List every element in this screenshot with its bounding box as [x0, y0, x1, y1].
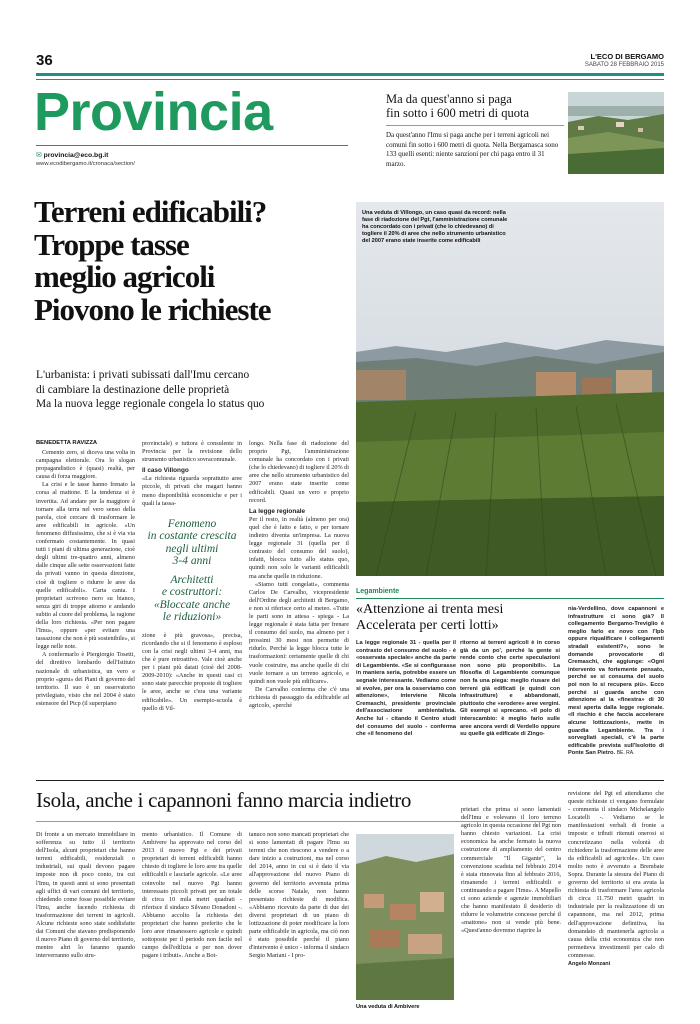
pull-line: Architetti [170, 573, 214, 586]
paragraph: A confermarlo è Piergiorgio Tosetti, del direttivo lombardo dell'Istituto nazionale di urbanistica, un vero e proprio «guru» dei Piani di governo del territorio. Il suo è un osservatorio privilegiato, visto che nel 2004 è stato estensore del Ptcp (il superpiano [36, 651, 135, 707]
isola-column-4: prietari che prima si sono lamentati dell'Imu e volevano il loro terreno agricolo in questa occasione del Pgt non hanno chiesto variazioni. La crisi economica ha anche fermato la nuova costruzione di ampliamento del centro commerciale "Il Gigante", la convenzione scaduta nel febbraio 2014 è stata rinnovata fino al febbraio 2016, rimanendo i terreni edificabili e continuando a pagare l'Imu». A Mapello ci sono aziende e agenzie immobiliari che hanno manifestato il desiderio di ridurre le volumetrie concesse perché il «mattone» non si vende più bene. «Quest'anno dovremo riaprire la [461, 806, 561, 935]
legambiente-column-3 [568, 606, 664, 758]
newspaper-name: L'ECO DI BERGAMO [590, 52, 664, 61]
issue-date: SABATO 28 FEBBRAIO 2015 [584, 62, 664, 68]
legambiente-label: Legambiente [356, 588, 400, 595]
section-url[interactable]: www.ecodibergamo.it/cronaca/section/ [36, 161, 135, 167]
main-column-1 [36, 449, 135, 760]
headline-line-2: Troppe tasse [34, 226, 189, 262]
paragraph: «La richiesta riguarda soprattutto aree piccole, di privati che magari hanno meno disponibilità economiche e per i quali la tassa- [142, 475, 242, 507]
subhead-villongo: Il caso Villongo [142, 467, 189, 475]
isola-column-2: mento urbanistico. Il Comune di Ambivere ha approvato nel corso del 2013 il nuovo Pgt e dei privati proprietari di terreni edificabili hanno chiesto di togliere le loro aree tra quelle edificabili e lasciarle agricole. «Le aree coinvolte nel nuovo Pgt hanno interessato piccoli privati per un totale di circa 10 mila metri quadrati - riferisce il sindaco Silvano Donadoni -. Abbiamo accolto la richiesta dei proprietari che hanno preferito che le loro aree rimanessero agricole e quindi sottoposte per il periodo non facile nel campo dell'edilizia e per non dover pagare i tributi». Anche a Bot- [142, 831, 242, 960]
main-column-3 [249, 440, 349, 760]
pull-line: «Bloccate anche [153, 598, 231, 611]
isola-column-1: Di fronte a un mercato immobiliare in sofferenza su tutto il territorio dell'Isola, alcuni proprietari che hanno terreni edificabili, residenziali o industriali, sui quali devono pagare imposte non di poco conto, tra cui l'Imu, in questi anni si sono presentati agli uffici di vari comuni del territorio, chiedendo come fosse possibile evitare l'Imu, anche facendo richiesta di trasformazione dei terreni in agricoli. Alcune richieste sono state soddisfatte dai Comuni che stavano predisponendo il nuovo Piano di governo del territorio, mentre altri lo faranno quando interverranno sullo stru- [36, 831, 135, 960]
subhead-legge: La legge regionale [249, 507, 306, 515]
main-deck [36, 368, 358, 412]
paragraph: Per il resto, in realtà (almeno per ora) quel che è fatto e fatto, e per tornare indietro diventa un'impresa. La nuova legge regionale 31 (quella per il contrasto del consumo del suolo), infatti, blocca tutto allo status quo, quindi non solo le varianti edificabili ma anche quelle in riduzione. [249, 515, 349, 580]
teaser-box [386, 92, 564, 169]
ambivere-photo [356, 834, 454, 1000]
main-headline [34, 196, 352, 326]
pull-line: negli ultimi [165, 542, 219, 555]
pull-line: le riduzioni» [162, 611, 222, 624]
headline-line-3: meglio agricoli [34, 259, 215, 294]
paragraph: De Carvalho conferma che c'è una richiesta di passaggio da edificabile ad agricolo, «perché [249, 685, 349, 709]
isola-column-3: tanuco non sono mancati proprietari che si sono lamentati di pagare l'Imu su terreni che non riescono a vendere o a dare inizio a costruzioni, ma nel corso del 2014, anno in cui si è dato il via all'approvazione del nuovo Piano di governo del territorio avvenuta prima delle scorse Natale, non hanno presentato richieste di modifica. «Abbiamo ricevuto da parte di due dei diversi proprietari di un piano di lottizzazione di poter modificare la loro parte edificabile in agricola, ma ciò non è stato possibile perché il piano d'intervento è unico - informa il sindaco Sergio Mariani - I pro- [249, 831, 349, 960]
deck-line-1: L'urbanista: i privati subissati dall'Imu cercano [36, 369, 250, 381]
headline-line-4: Piovono le richieste [34, 291, 271, 327]
email-line [36, 151, 108, 159]
paragraph: La crisi e le tasse hanno frenato la corsa al mattone. E la tendenza si è invertita. Ad andare per la maggiore è tornare alla terra nel vero senso della parola, cioè cercare di trasformare le aree edificabili in agricole. «Un fenomeno diffusissimo, che si è via via confermato costantemente. In quasi tutti i piani di ultima generazione, cioè degli ultimi tre-quattro anni, almeno dalle cinque alle sette osservazioni fatte da privati vanno in questa direzione, cioè di togliere o ridurre le aree da quelle edificabili». Carta canta. I proprietari scrivono nero su bianco, senza giri di troppe attorno e andando subito al cuore del problema, la ragione della loro richiesta. «Per non pagare l'Imu», oppure «per evitare una tassazione che non è più sostenibile», si legge nelle note. [36, 481, 135, 651]
teaser-title-1: Ma da quest'anno si paga [386, 92, 512, 106]
paragraph: longo. Nella fase di riadozione del proprio Pgt, l'amministrazione comunale ha concordato con i privati (che lo chiedevano) di togliere il 20% di aree che nello strumento urbanistico del 2007 erano state inserite come edificabili. Quasi un vero e proprio record. [249, 440, 349, 504]
page-number: 36 [36, 52, 53, 69]
isola-column-5 [568, 790, 664, 1018]
pull-line: e costruttori: [161, 586, 223, 599]
ambivere-caption: Una veduta di Ambivere [356, 1004, 420, 1010]
legambiente-column-1: La legge regionale 31 - quella per il contrasto del consumo del suolo - è «osservata speciale» anche da parte di Legambiente. «Se si configurasse in maniera seria, potrebbe essere un segnale interessante. Vediamo come si evolve, per ora la osserviamo con attenzione», interviene Nicola Cremaschi, presidente provinciale dell'associazione ambientalista. Anche lui - citando il Centro studi del consumo del suolo - conferma che «il fenomeno del [356, 640, 456, 738]
pull-line: in costante crescita [147, 530, 237, 543]
legambiente-column-2: ritorno ai terreni agricoli è in corso già da un po', perché la gente si rende conto che certe speculazioni non sono più proponibili». La filosofia di Legambiente comunque non fa una piega: meglio riusare dei terreni già edificati (e quindi con infrastrutture) e abbandonati, piuttosto che «erodere» aree vergini. Gli esempi si sprecano. «Il polo di interscambio: è meglio farlo sulle aree ancora verdi di Verdello oppure su quelle già edificate di Zingo- [460, 640, 560, 738]
main-column-2 [142, 440, 242, 760]
teaser-photo [568, 92, 664, 174]
headline-line-1: Terreni edificabili? [34, 194, 267, 229]
paragraph: zione è più gravosa», precisa, ricordando che si il fenomeno è esploso con la crisi negli ultimi 3-4 anni, ma che è pure retroattivo. Vale cioè anche per i piani più datati (cioè del 2008-2009-2010): «Anche in questi casi ci sono state parecchie proposte di togliere le aree, anche se c'era una variante edificabile». Un esempio-scuola è quello di Vil- [142, 631, 242, 712]
byline: BENEDETTA RAVIZZA [36, 440, 98, 446]
signature: BE. RA. [616, 750, 635, 757]
teaser-body: Da quest'anno l'Imu si paga anche per i terreni agricoli nei comuni fin sotto i 600 metri di quota. Nella Bergamasca sono 133 quelli esenti: niente sanzioni per chi paga entro il 31 marzo. [386, 131, 559, 168]
pull-quote-2 [142, 574, 242, 624]
paragraph: «Siamo tutti congelati», commenta Carlos De Carvalho, vicepresidente dell'Ordine degli architetti di Bergamo, e non si riferisce certo al meteo. «Tutte le parti sono in attesa - spiega - La legge regionale è stata fatta per frenare il consumo del suolo, ma almeno per i prossimi 30 mesi non permette di ridurlo. Perché la legge blocca tutte le trasformazioni: certamente quelle di chi vuole costruire, ma anche quelle di chi vuole tornare a un terreno agricolo, e quindi non vuole più edificare». [249, 580, 349, 685]
paragraph: Cemento zero, si diceva una volta in campagna elettorale. Ora lo slogan propagandistico è (quasi) realtà, per causa di forza maggiore. [36, 449, 135, 481]
legambiente-text-3: nia-Verdellino, dove capannoni e infrastrutture ci sono già? Il collegamento Bergamo-Treviglio è meglio farlo ex novo con l'Ipb oppure riqualificare i collegamenti stradali esistenti?», sono le domande provocatorie di Cremaschi, che aggiunge: «Ogni intervento va fortemente pensato, perché se si consuma del suolo poi non lo si recupera più». Ecco perché si guarda anche con attenzione al la «finestra» di 30 mesi aperta dalla legge regionale. «Il rischio è che faccia accelerare alcune lottizzazioni», mette in guardia Legambiente. Tra i sorvegliati speciali, c'è la parte edificabile prevista sull'Isolotto di Ponte San Pietro. [568, 606, 664, 757]
paragraph: provinciale) e tuttora è consulente in Provincia per la revisione dello strumento urbanistico sovracomunale. [142, 440, 242, 464]
envelope-icon: ✉ [36, 152, 42, 159]
section-rule [36, 145, 348, 146]
legambiente-title-1: «Attenzione ai trenta mesi [356, 602, 504, 617]
legambiente-title-2: Accelerata per certi lotti» [356, 618, 499, 633]
pull-line: 3-4 anni [172, 555, 212, 568]
villongo-photo [356, 202, 664, 576]
section-email[interactable]: provincia@eco.bg.it [43, 152, 109, 159]
main-photo-caption: Una veduta di Villongo, un caso quasi da record: nella fase di riadozione del Pgt, l'amministrazione comunale ha concordato con i privati (che lo chiedevano) di togliere il 20% di aree che nello strumento urbanistico del 2007 erano state inserite come edificabili [362, 210, 508, 244]
isola-headline: Isola, anche i capannoni fanno marcia indietro [36, 788, 412, 812]
legambiente-title [356, 602, 566, 634]
header-rule [36, 73, 664, 76]
deck-line-2: di cambiare la destinazione delle proprietà [36, 383, 230, 396]
isola-rule [36, 780, 664, 781]
section-title: Provincia [34, 82, 273, 142]
teaser-rule [386, 125, 564, 126]
signature: Angelo Monzani [568, 960, 611, 967]
pull-quote-1 [142, 518, 242, 568]
deck-line-3: Ma la nuova legge regionale congela lo status quo [36, 398, 265, 410]
legambiente-rule [356, 598, 664, 599]
pull-line: Fenomeno [167, 517, 217, 530]
teaser-title-2: fin sotto i 600 metri di quota [386, 106, 530, 120]
isola-text-5: revisione del Pgt ed attendiamo che queste richieste ci vengano formulate - commenta il sindaco Michelangelo Locatelli -. Vediamo se le manifestazioni verbali di fronte a imposte e tributi ritenuti onerosi si concretizzano nella volontà di richiedere la trasformazione delle aree da edificabili ad agricole». Un caso molto noto è avvenuto a Brembate Sopra. Durante la stesura del Piano di governo del territorio si era avuta la richiesta di trasformare l'area agricola di circa 11.750 metri quadri in industriale per la realizzazione di un capannone, ma nel 2012, prima dell'approvazione definitiva, ha domandato di mantenerla agricola a causa della crisi economica che non permetteva investimenti per calo di commesse. [568, 790, 664, 959]
